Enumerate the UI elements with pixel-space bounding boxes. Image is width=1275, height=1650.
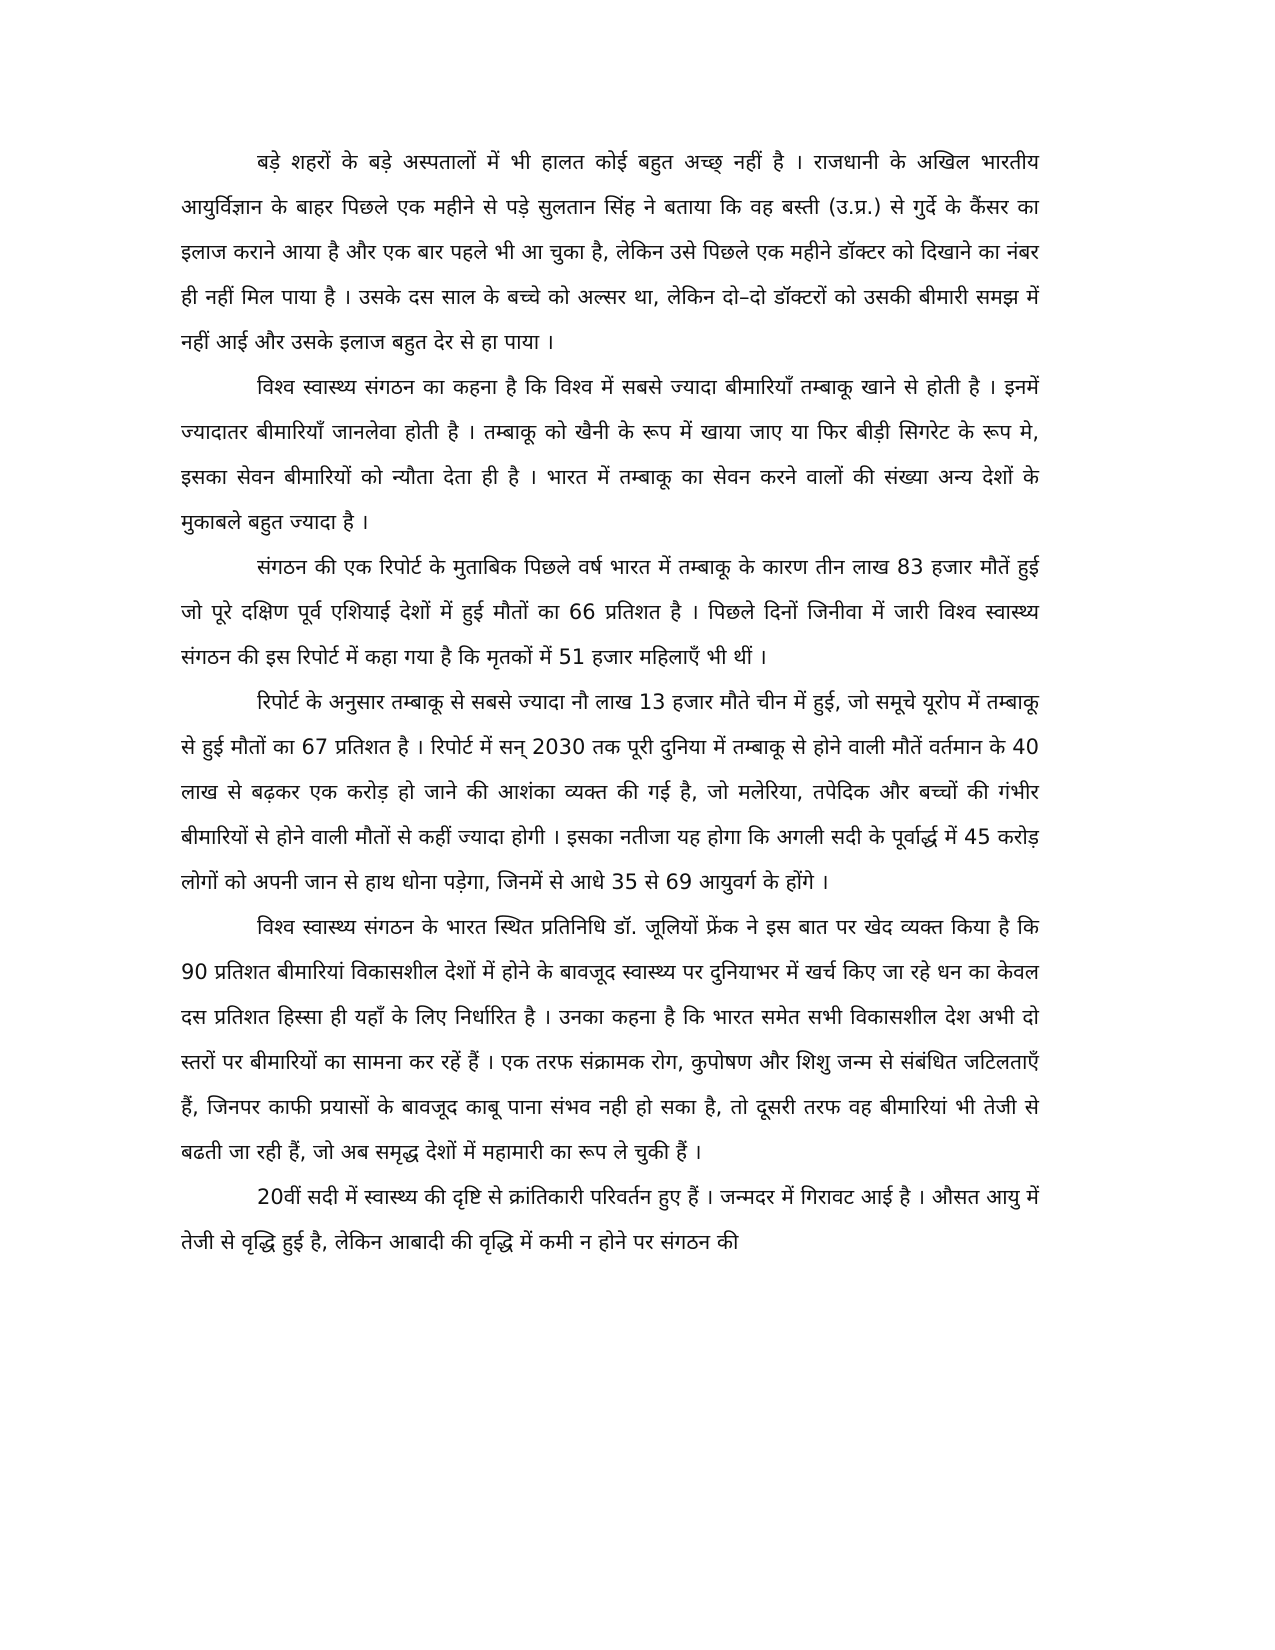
paragraph-india-tobacco-deaths: संगठन की एक रिपोर्ट के मुताबिक पिछले वर्ष भारत में तम्बाकू के कारण तीन लाख 83 हजार मौतें हुई जो पूरे दक्षिण पूर्व एशियाई देशों में हुई मौतों का 66 प्रतिशत है । पिछले दिनों जिनीवा में जारी विश्व स्वास्थ्य संगठन की इस रिपोर्ट में कहा गया है कि मृतकों में 51 हजार महिलाऍं भी थीं । — [181, 555, 1040, 669]
document-body — [181, 140, 1039, 1265]
paragraph-who-representative: विश्व स्वास्थ्य संगठन के भारत स्थित प्रतिनिधि डॉ. जूलियों फ्रेंक ने इस बात पर खेद व्यक्त किया है कि 90 प्रतिशत बीमारियां विकासशील देशों में होने के बावजूद स्वास्थ्य पर दुनियाभर में खर्च किए जा रहे धन का केवल दस प्रतिशत हिस्सा ही यहॉं के लिए निर्धारित है । उनका कहना है कि भारत समेत सभी विकासशील देश अभी दो स्तरों पर बीमारियों का सामना कर रहें हैं । एक तरफ संक्रामक रोग, कुपोषण और शिशु जन्म से संबंधित जटिलताऍं हैं, जिनपर काफी प्रयासों के बावजूद काबू पाना संभव नही हो सका है, तो दूसरी तरफ वह बीमारियां भी तेजी से बढती जा रही हैं, जो अब समृद्ध देशों में महामारी का रूप ले चुकी हैं । — [181, 915, 1039, 1164]
paragraph-twentieth-century: 20वीं सदी में स्वास्थ्य की दृष्टि से क्रांतिकारी परिवर्तन हुए हैं । जन्मदर में गिरावट आई है । औसत आयु में तेजी से वृद्धि हुई है, लेकिन आबादी की वृद्धि में कमी न होने पर संगठन की — [181, 1185, 1039, 1254]
paragraph-hospital-conditions: बड़े शहरों के बड़े अस्पतालों में भी हालत कोई बहुत अच्छ्‌ नहीं है । राजधानी के अखिल भारतीय आयुर्विज्ञान के बाहर पिछले एक महीने से पड़े सुलतान सिंह ने बताया कि वह बस्ती (उ.प्र.) से गुर्दे के कैंसर का इलाज कराने आया है और एक बार पहले भी आ चुका है, लेकिन उसे पिछले एक महीने डॉक्टर को दिखाने का नंबर ही नहीं मिल पाया है । उसके दस साल के बच्चे को अल्सर था, लेकिन दो–दो डॉक्टरों को उसकी बीमारी समझ में नहीं आई और उसके इलाज बहुत देर से हा पाया । — [181, 150, 1039, 354]
paragraph-global-projections: रिपोर्ट के अनुसार तम्बाकू से सबसे ज्यादा नौ लाख 13 हजार मौते चीन में हुई, जो समूचे यूरोप में तम्बाकू से हुई मौतों का 67 प्रतिशत है । रिपोर्ट में सन्‌ 2030 तक पूरी दुनिया में तम्बाकू से होने वाली मौतें वर्तमान के 40 लाख से बढ़कर एक करोड़ हो जाने की आशंका व्यक्त की गई है, जो मलेरिया, तपेदिक और बच्चों की गंभीर बीमारियों से होने वाली मौतों से कहीं ज्यादा होगी । इसका नतीजा यह होगा कि अगली सदी के पूर्वार्द्ध में 45 करोड़ लोगों को अपनी जान से हाथ धोना पड़ेगा, जिनमें से आधे 35 से 69 आयुवर्ग के होंगे । — [181, 690, 1039, 894]
paragraph-tobacco-diseases: विश्व स्वास्थ्य संगठन का कहना है कि विश्व में सबसे ज्यादा बीमारियॉं तम्बाकू खाने से होती है । इनमें ज्यादातर बीमारियॉं जानलेवा होती है । तम्बाकू को खैनी के रूप में खाया जाए या फिर बीड़ी सिगरेट के रूप मे, इसका सेवन बीमारियों को न्यौता देता ही है । भारत में तम्बाकू का सेवन करने वालों की संख्या अन्य देशों के मुकाबले बहुत ज्यादा है । — [181, 375, 1039, 534]
